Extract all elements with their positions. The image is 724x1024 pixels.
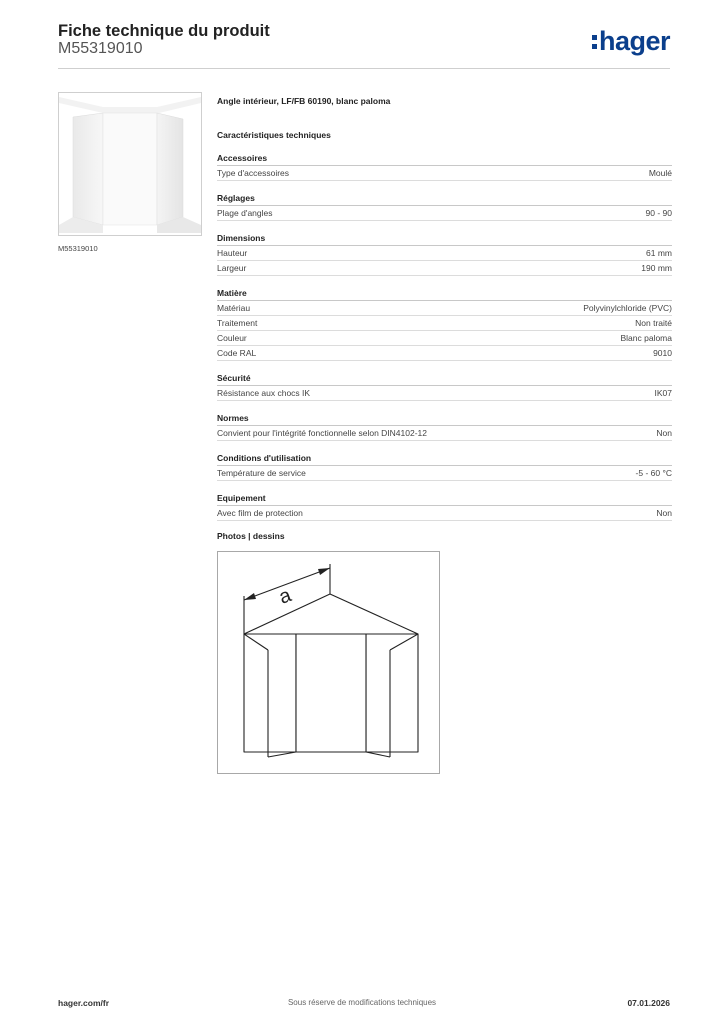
spec-value: Polyvinylchloride (PVC) xyxy=(583,303,672,313)
logo-text: hager xyxy=(598,26,670,56)
spec-group xyxy=(217,452,672,481)
page-title: Fiche technique du produit xyxy=(58,22,270,40)
spec-group-title: Sécurité xyxy=(217,372,672,386)
spec-group xyxy=(217,152,672,181)
spec-value: Moulé xyxy=(648,168,672,178)
photo-caption: M55319010 xyxy=(58,244,98,253)
spec-row xyxy=(217,426,672,441)
spec-value: 9010 xyxy=(653,348,672,358)
spec-row xyxy=(217,246,672,261)
spec-row xyxy=(217,346,672,361)
spec-value: Non xyxy=(656,508,672,518)
spec-label: Code RAL xyxy=(217,348,257,358)
footer-website[interactable]: hager.com/fr xyxy=(58,998,110,1008)
logo-dots-icon xyxy=(592,35,597,49)
spec-group-title: Conditions d'utilisation xyxy=(217,452,672,466)
spec-label: Avec film de protection xyxy=(217,508,303,518)
spec-group xyxy=(217,287,672,361)
spec-row xyxy=(217,466,672,481)
spec-label: Convient pour l'intégrité fonctionnelle selon DIN4102-12 xyxy=(217,428,428,438)
spec-row xyxy=(217,261,672,276)
angle-drawing xyxy=(218,552,439,773)
spec-group xyxy=(217,412,672,441)
product-photo xyxy=(58,92,202,236)
spec-label: Matériau xyxy=(217,303,251,313)
header-divider xyxy=(58,68,670,69)
spec-value: Blanc paloma xyxy=(620,333,672,343)
spec-value: 61 mm xyxy=(646,248,672,258)
product-title: Angle intérieur, LF/FB 60190, blanc paloma xyxy=(217,96,391,106)
spec-group-title: Accessoires xyxy=(217,152,672,166)
spec-label: Plage d'angles xyxy=(217,208,273,218)
spec-value: -5 - 60 °C xyxy=(635,468,672,478)
spec-row xyxy=(217,301,672,316)
footer-disclaimer: Sous réserve de modifications techniques xyxy=(287,998,437,1007)
spec-value: Non xyxy=(656,428,672,438)
dimension-label: a xyxy=(276,584,295,609)
product-photo-image xyxy=(59,93,201,235)
spec-label: Couleur xyxy=(217,333,247,343)
photos-section-title: Photos | dessins xyxy=(217,531,285,541)
spec-label: Température de service xyxy=(217,468,306,478)
spec-groups xyxy=(217,152,672,521)
spec-group xyxy=(217,232,672,276)
product-reference: M55319010 xyxy=(58,40,143,57)
spec-group-title: Dimensions xyxy=(217,232,672,246)
spec-label: Traitement xyxy=(217,318,258,328)
spec-value: Non traité xyxy=(635,318,672,328)
spec-value: IK07 xyxy=(654,388,672,398)
spec-value: 190 mm xyxy=(641,263,672,273)
spec-row xyxy=(217,166,672,181)
spec-label: Hauteur xyxy=(217,248,248,258)
spec-group xyxy=(217,192,672,221)
spec-label: Type d'accessoires xyxy=(217,168,290,178)
spec-row xyxy=(217,206,672,221)
technical-drawing xyxy=(217,551,440,774)
spec-label: Largeur xyxy=(217,263,247,273)
spec-row xyxy=(217,316,672,331)
spec-group-title: Normes xyxy=(217,412,672,426)
spec-value: 90 - 90 xyxy=(645,208,672,218)
spec-group xyxy=(217,492,672,521)
spec-group xyxy=(217,372,672,401)
hager-logo xyxy=(592,26,670,57)
footer-date: 07.01.2026 xyxy=(627,998,670,1008)
spec-content xyxy=(217,96,672,521)
spec-group-title: Equipement xyxy=(217,492,672,506)
spec-group-title: Matière xyxy=(217,287,672,301)
section-title: Caractéristiques techniques xyxy=(217,130,331,140)
spec-row xyxy=(217,386,672,401)
spec-label: Résistance aux chocs IK xyxy=(217,388,311,398)
spec-row xyxy=(217,506,672,521)
spec-row xyxy=(217,331,672,346)
spec-group-title: Réglages xyxy=(217,192,672,206)
